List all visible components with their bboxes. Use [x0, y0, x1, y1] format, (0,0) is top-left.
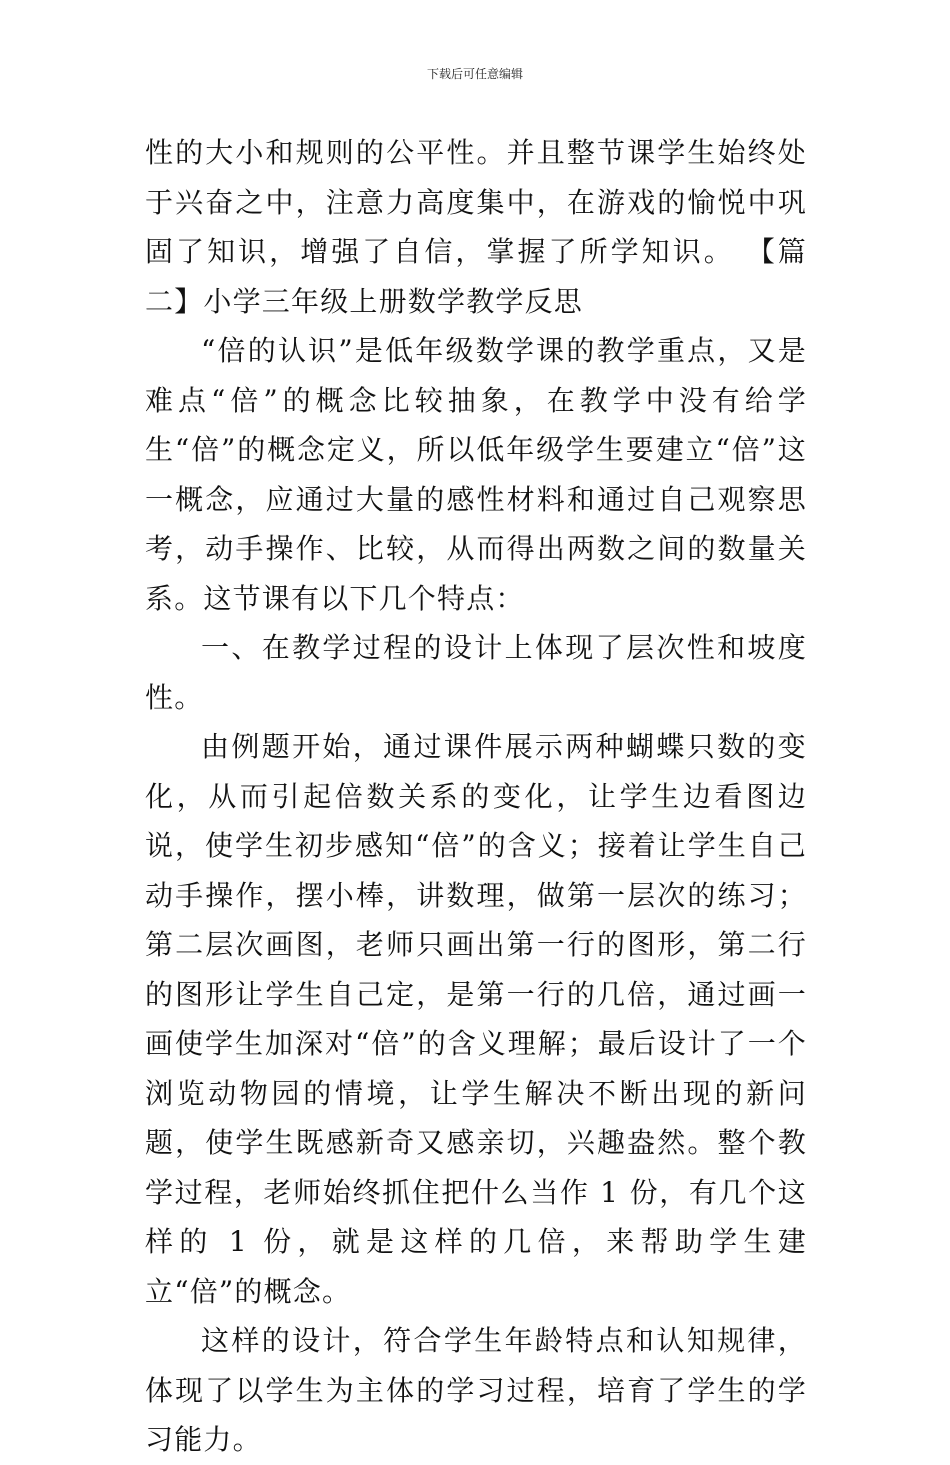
- paragraph-intro: “倍的认识”是低年级数学课的教学重点，又是难点“倍”的概念比较抽象，在教学中没有给学生“倍”的概念定义，所以低年级学生要建立“倍”这一概念，应通过大量的感性材料和通过自己观察思考，动手操作、比较，从而得出两数之间的数量关系。这节课有以下几个特点：: [145, 334, 807, 615]
- document-body: [145, 128, 807, 1465]
- paragraph-continuation: 性的大小和规则的公平性。并且整节课学生始终处于兴奋之中，注意力高度集中，在游戏的愉悦中巩固了知识，增强了自信，掌握了所学知识。 【篇二】小学三年级上册数学教学反思: [145, 136, 807, 318]
- section-heading-one: 一、在教学过程的设计上体现了层次性和坡度性。: [145, 631, 807, 714]
- paragraph-example: 由例题开始，通过课件展示两种蝴蝶只数的变化，从而引起倍数关系的变化，让学生边看图边说，使学生初步感知“倍”的含义；接着让学生自己动手操作，摆小棒，讲数理，做第一层次的练习；第二层次画图，老师只画出第一行的图形，第二行的图形让学生自己定，是第一行的几倍，通过画一画使学生加深对“倍”的含义理解；最后设计了一个浏览动物园的情境，让学生解决不断出现的新问题，使学生既感新奇又感亲切，兴趣盎然。整个教学过程，老师始终抓住把什么当作 1 份，有几个这样的 1 份，就是这样的几倍，来帮助学生建立“倍”的概念。: [145, 730, 807, 1308]
- page-header: 下载后可任意编辑: [426, 67, 523, 81]
- paragraph-conclusion: 这样的设计，符合学生年龄特点和认知规律，体现了以学生为主体的学习过程，培育了学生的学习能力。: [145, 1324, 807, 1456]
